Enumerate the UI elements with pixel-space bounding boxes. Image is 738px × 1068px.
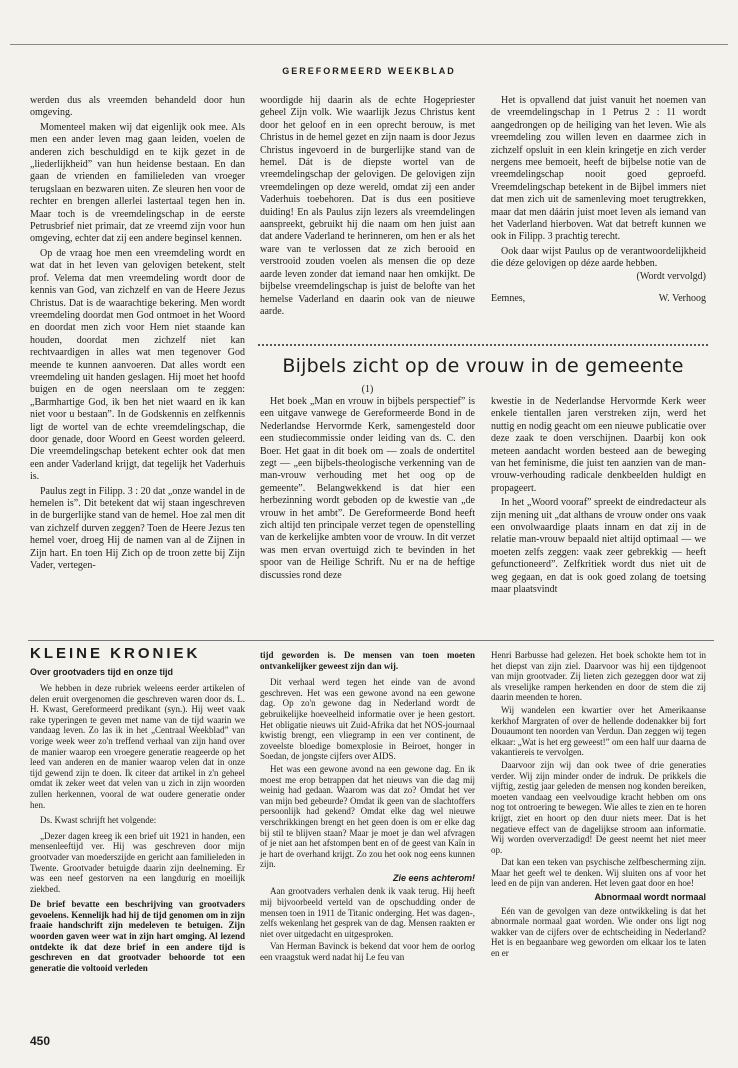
kroniek-title: KLEINE KRONIEK (30, 645, 201, 662)
kroniek-subtitle: Over grootvaders tijd en onze tijd (30, 667, 174, 677)
signature (491, 293, 706, 305)
paragraph: tijd geworden is. De mensen van toen moeten ontvankelijker geweest zijn dan wij. (260, 650, 475, 671)
paragraph: werden dus als vreemden behandeld door hun omgeving. (30, 95, 245, 119)
continued-note: (Wordt vervolgd) (636, 270, 706, 282)
column-3 (491, 95, 706, 331)
paragraph: kwestie in de Nederlandse Hervormde Kerk weer enkele tientallen jaren verstreken zijn, werd het nuttig en nodig geacht om een nieuwe publicatie over deze zaak te doen verschijnen. Daarbij kon ook meteen aandacht worden besteed aan de beweging van het feminisme, die juist ten aanzien van de man-vrouw-verhouding radicale denkbeelden huldigt en propageert. (491, 396, 706, 494)
paragraph: Het boek „Man en vrouw in bijbels perspectief” is een uitgave vanwege de Gereformeerde Bond in de Nederlandse Hervormde Kerk, samengesteld door een studiecommissie onder leiding van ds. C. den Boer. Het gaat in dit boek om — zoals de ondertitel zegt — „een bijbels-theologische verkenning van de man-vrouw verhouding met het oog op de gemeente”. Belangwekkend is dat hier een herbezinning wordt geboden op de kwestie van „de vrouw in het ambt”. De Gereformeerde Bond heeft zich altijd ten principale verzet tegen de openstelling van de kerkelijke ambten voor de vrouw. In dit verzet was men ervan overtuigd zich te bevinden in het spoor van de Heilige Schrift. Nu er na de heftige discussies rond deze (260, 396, 475, 581)
paragraph: „Dezer dagen kreeg ik een brief uit 1921 in handen, een mensenleeftijd ver. Hij was geschreven door mijn grootvader van moederszijde en gericht aan familieleden in Twente. Grootvader betuigde daarin zijn deelneming. Er was een neef gestorven na een langdurig en moeilijk ziekbed. (30, 830, 245, 894)
paragraph: Daarvoor zijn wij dan ook twee of drie generaties verder. Wij zijn minder onder de indruk. De prikkels die vijftig, zestig jaar geleden de mensen nog konden bereiken, moeten vandaag een veelvoudige kracht hebben om ons nog tot ontroering te bewegen. Wie alles te zien en te horen krijgt, ziet en hoort op den duur niets meer. Dat is het negatieve effect van de dagelijkse stroom aan informatie. Wij worden oververzadigd! De geest neemt het niet meer op. (491, 759, 706, 855)
paragraph: Ook daar wijst Paulus op de verantwoordelijkheid die déze gelovigen op déze aarde hebben. (491, 245, 706, 270)
page-number: 450 (30, 1034, 51, 1048)
paragraph: Eén van de gevolgen van deze ontwikkeling is dat het abnormale normaal gaat worden. Wie onder ons ligt nog wakker van de cijfers over de echtscheiding in Nederland? Het is en begaanbare weg geworden om elkaar los te laten en er (491, 905, 706, 959)
paragraph: Momenteel maken wij dat eigenlijk ook mee. Als men een ander leven mag gaan leiden, voelen de anderen zich beschuldigd en te kijk gezet in de „liederlijkheid” van hun heidense bestaan. En dan gaan de vrienden en familieleden van vroeger terugslaan en bezwaren uiten. Ze sleuren hen voor de rechter en brengen allerlei lastertaal tegen hen in. Maar toch is de vreemdelingschap in de eerste Petrusbrief niet primair, dat ze vreemd zijn voor hun omgeving, echter dat zij een andere beginsel kennen. (30, 121, 245, 245)
place: Eemnes, (491, 293, 526, 305)
paragraph: Het is opvallend dat juist vanuit het noemen van de vreemdelingschap in 1 Petrus 2 : 11 wordt aangedrongen op de heiliging van het leven. Wie als vreemdeling zou willen leven en daarmee zich in zichzelf opsluit in een klein kringetje en zich verder nergens mee bemoeit, heeft de bijbelse notie van de vreemdelingschap nooit goed geproefd. Vreemdelingschap betekent in de Bijbel immers niet dat men zich uit de samenleving moet terugtrekken, maar dat men dáárin juist moet leven als iemand van het Vaderland hierboven. Wat dat betreft kunnen we ook in Filipp. 3 prachtig terecht. (491, 95, 706, 243)
paragraph: Dat kan een teken van psychische zelfbescherming zijn. Maar het geeft wel te denken. Wij sluiten ons af voor het leed en de pijn van anderen. Het leven gaat door en hoe! (491, 857, 706, 889)
paragraph: In het „Woord vooraf” spreekt de eindredacteur als zijn mening uit „dat althans de vrouw onder ons vaak een onvolwaardige plaats innam en dat zij in de relatie man-vrouw bepaald niet altijd optimaal — we moeten zelfs zeggen: vaak zeer gebrekkig — heeft gefunctioneerd”. Zelfkritiek wordt dus niet uit de weg gegaan, en dat is ook goed zolang de toetsing maar plaatsvindt (491, 497, 706, 596)
subheading: Zie eens achterom! (392, 872, 475, 883)
paragraph: woordigde hij daarin als de echte Hogepriester geheel Zijn volk. Wie waarlijk Jezus Christus kent door het geloof en in een oprecht berouw, is met Christus in de hemel gezet en zijn naam is door Jezus Christus ingevoerd in de burgerlijke stand van de hemel. Dát is de diepste wortel van de vreemdelingschap der gelovigen. De gelovigen zijn vreemdelingen op deze wereld, omdat zij een ander Vaderhuis toebehoren. Dat is dus een positieve duiding! En als Paulus zijn lezers als vreemdelingen aanspreekt, gebruikt hij die naam om hen juist aan dat andere Vaderland te herinneren, om hen er als het ware van te verlossen dat ze zich berooid en verstrooid zouden voelen als mensen die op deze aarde leven zonder dat iemand naar hen omkijkt. De bijbelse vreemdelingschap is juist de belofte van het hemelse Vaderland en daarin ook van de nieuwe aarde. (260, 95, 475, 317)
article-column-b (491, 396, 706, 634)
subheading: Abnormaal wordt normaal (594, 892, 706, 903)
author-name: W. Verhoog (658, 293, 706, 305)
paragraph: Van Herman Bavinck is bekend dat voor hem de oorlog een vraagstuk werd nadat hij Le feu van (260, 941, 475, 963)
kroniek-column-1 (30, 683, 245, 1028)
paragraph: Het was een gewone avond na een gewone dag. En ik moest me erop betrappen dat het nieuws van die dag mij weinig had gedaan. Waarom was dat zo? Omdat het ver van mijn bed gebeurde? Omdat ik geen van de slachtoffers persoonlijk had gekend? Omdat elke dag wel nieuwe verschrikkingen brengt en het geen doen is om er elke dag bij stil te blijven staan? Maar je moet je dan wel afvragen of je niet aan het afstompen bent en of de geest van Kaïn in je hart de overhand krijgt. Zo zou het ook nog eens kunnen zijn. (260, 763, 475, 870)
article-part: (1) (361, 384, 374, 395)
paragraph: Ds. Kwast schrijft het volgende: (40, 815, 157, 826)
paragraph: Aan grootvaders verhalen denk ik vaak terug. Hij heeft mij bijvoorbeeld verteld van de opschudding onder de mensen toen in 1911 de Titanic onderging. Het was dagen-, zelfs wekenlang het gesprek van de dag. Mensen raakten er niet over uitgedacht en uitgesproken. (260, 886, 475, 939)
column-2 (260, 95, 475, 317)
paragraph: Dit verhaal werd tegen het einde van de avond geschreven. Het was een gewone avond na een gewone dag. Op zo'n gewone dag in Nederland wordt de gebruikelijke hoeveelheid informatie over je heen gestort. Het obligatie nieuws uit Zuid-Afrika dat het NOS-journaal kwistig brengt, een vliegramp in een ver continent, de zoveelste bloedige bomexplosie in Beiroet, honger in Soedan, de jongste cijfers over AIDS. (260, 677, 475, 762)
column-1 (30, 95, 245, 580)
paragraph: Wij wandelen een kwartier over het Amerikaanse kerkhof Margraten of over de hellende dodenakker bij fort Douaumont ten noorden van Verdun. Dan zeggen wij tegen elkaar: „Wat is het erg geweest!” om een half uur daarna de vakantiereis te vervolgen. (491, 704, 706, 758)
top-rule (10, 44, 728, 45)
article-title: Bijbels zicht op de vrouw in de gemeente (282, 355, 684, 377)
paragraph: Henri Barbusse had gelezen. Het boek schokte hem tot in het diepst van zijn ziel. Daarvoor was hij een tijdgenoot van mijn grootvader. Zij lieten zich gezeggen door wat zij als vreselijke rampen herkenden en door de stem die zij daarin meenden te horen. (491, 650, 706, 703)
title-decoration (258, 344, 708, 350)
kroniek-column-3 (491, 650, 706, 1030)
kroniek-column-2 (260, 650, 475, 1030)
paragraph: Op de vraag hoe men een vreemdeling wordt en wat dat in het leven van gelovigen betekent, stelt prof. Velema dat men vreemdeling wordt door de kennis van God, van zichzelf en van de Heere Jezus Christus. Dat is de waarachtige bekering. Men wordt vreemdeling doordat men God ontmoet in het Woord en doordat men zich voor Hem niet staande kan houden, doordat men zichzelf niet kan rechtvaardigen in alles wat men tegenover God meende te kunnen aanvoeren. Dat alles wordt een vreemdeling uit handen geslagen. Hij moet het hoofd buigen en de ogen neerslaan om te zeggen: „Barmhartige God, ik ben het niet waard en ik kan niet voor u bestaan”. In de Godskennis en zelfkennis ligt de wortel van de echte vreemdelingschap, die door genade, door Woord en Geest worden geleerd. Die vreemdelingschap betekent echter ook dat men een ander Vaderland krijgt, dat tegelijk het Vaderhuis is. (30, 247, 245, 483)
article-column-a (260, 396, 475, 634)
section-rule (28, 640, 714, 641)
paragraph: De brief bevatte een beschrijving van grootvaders gevoelens. Kennelijk had hij de tijd genomen om in zijn fraaie handschrift zijn medeleven te betuigen. Zijn woorden gaven weer wat in zijn hart omging. Al lezend ontdekte ik dat deze brief in een andere tijd is geschreven en dat grootvader behoorde tot een generatie die voltooid verleden (30, 899, 245, 973)
page-header: GEREFORMEERD WEEKBLAD (282, 66, 456, 76)
paragraph: Paulus zegt in Filipp. 3 : 20 dat „onze wandel in de hemelen is”. Dit betekent dat wij staan ingeschreven in de burgerlijke stand van de hemel. Hoe zal men dit van zichzelf durven zeggen? Toen de Heere Jezus ten hemel voer, droeg Hij de namen van al de Zijnen in Zijn hart. En toen Hij Zich op de troon zette bij Zijn Vader, vertegen- (30, 485, 245, 572)
paragraph: We hebben in deze rubriek weleens eerder artikelen of delen eruit overgenomen die geschreven waren door ds. L. H. Kwast, Gereformeerd predikant (syn.). Hij weet vaak rake typeringen te geven met name van de tijd waarin we vandaag leven. Zo las ik in het „Centraal Weekblad” van vorige week weer zo'n treffend verhaal van zijn hand over de manier waarop een vroegere generatie reageerde op het leed van anderen en de manier waarop velen dat in onze tijd gewend zijn te doen. Ik citeer dat artikel in z'n geheel omdat ik zeker weet dat velen van u zich in zijn woorden zullen herkennen, vooral de wat oudere generatie onder hen. (30, 683, 245, 810)
